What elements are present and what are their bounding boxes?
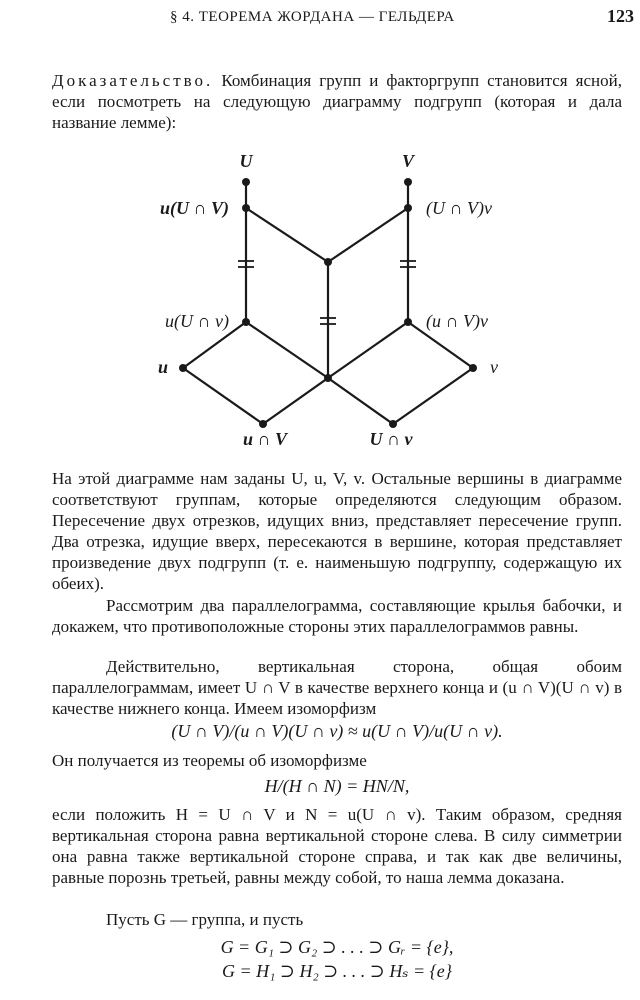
line-group-definition: Пусть G — группа, и пусть [106, 910, 304, 929]
line-isomorphism-theorem: Он получается из теоремы об изоморфизме [52, 751, 367, 770]
label-u: u [157, 357, 169, 377]
node-uUv [242, 318, 250, 326]
label-Uv: U ∩ v [369, 429, 413, 449]
node-uV [259, 420, 267, 428]
running-header [0, 6, 640, 28]
intro-paragraph [52, 70, 622, 133]
page-number: 123 [607, 6, 634, 26]
formula-isomorphism-theorem: H/(H ∩ N) = HN/N, [264, 776, 410, 796]
paragraph-parallelograms: Рассмотрим два параллелограмма, составляющие крылья бабочки, и докажем, что противоположные стороны этих параллелограммов равны. [52, 596, 622, 636]
node-middle-top [324, 258, 332, 266]
left-wing-top-right [246, 322, 328, 378]
label-uUV: u(U ∩ V) [160, 198, 229, 218]
butterfly-diagram [0, 140, 640, 460]
node-uVv [404, 318, 412, 326]
formula-series-H: G = H₁ ⊃ H₂ ⊃ . . . ⊃ Hₛ = {e} [221, 961, 452, 981]
node-v [469, 364, 477, 372]
left-up-edge [246, 208, 328, 262]
intro-text: Комбинация групп и факторгрупп становится ясной, если посмотреть на следующую диаграмму подгрупп (которая и дала название лемме): [52, 71, 622, 132]
label-UVv: (U ∩ V)v [426, 198, 492, 218]
label-uUv: u(U ∩ v) [165, 311, 229, 331]
left-wing-bottom-right [263, 378, 328, 424]
label-uV: u ∩ V [243, 429, 287, 449]
paragraph-conclusion: если положить H = U ∩ V и N = u(U ∩ v). Таким образом, средняя вертикальная сторона равна вертикальной стороне слева. В силу симметрии она равна также вертикальной стороне справа, и так как две величины, равные порознь третьей, равны между собой, то наша лемма доказана. [52, 805, 622, 887]
label-V: V [401, 151, 415, 171]
right-wing-bottom-left [328, 378, 393, 424]
label-U: U [239, 151, 253, 171]
header-title: § 4. ТЕОРЕМА ЖОРДАНА — ГЕЛЬДЕРА [170, 9, 455, 25]
label-v: v [490, 357, 498, 377]
right-wing-top-left [328, 322, 408, 378]
node-middle-bottom [324, 374, 332, 382]
paragraph-diagram-explanation: На этой диаграмме нам заданы U, u, V, v. Остальные вершины в диаграмме соответствуют группам, которые определяются следующим образом. Пересечение двух отрезков, идущих вниз, представляет пересечение групп. Два отрезка, идущие вверх, пересекаются в вершине, которая представляет произведение двух подгрупп (т. е. наименьшую подгруппу, содержащую их обеих). [52, 469, 622, 593]
node-UVv [404, 204, 412, 212]
paragraph-vertical-side: Действительно, вертикальная сторона, общая обоим параллелограммам, имеет U ∩ V в качестве верхнего конца и (u ∩ V)(U ∩ v) в качестве нижнего конца. Имеем изоморфизм [52, 657, 622, 718]
proof-lead: Доказательство. [52, 71, 214, 90]
node-uUV [242, 204, 250, 212]
right-up-edge [328, 208, 408, 262]
node-u [179, 364, 187, 372]
node-V [404, 178, 412, 186]
right-wing-bottom-right [393, 368, 473, 424]
node-U [242, 178, 250, 186]
formula-isomorphism: (U ∩ V)/(u ∩ V)(U ∩ v) ≈ u(U ∩ V)/u(U ∩ v). [171, 721, 503, 741]
label-uVv: (u ∩ V)v [426, 311, 488, 331]
node-Uv [389, 420, 397, 428]
formula-series-G: G = G₁ ⊃ G₂ ⊃ . . . ⊃ Gᵣ = {e}, [220, 937, 454, 957]
left-wing-bottom-left [183, 368, 263, 424]
